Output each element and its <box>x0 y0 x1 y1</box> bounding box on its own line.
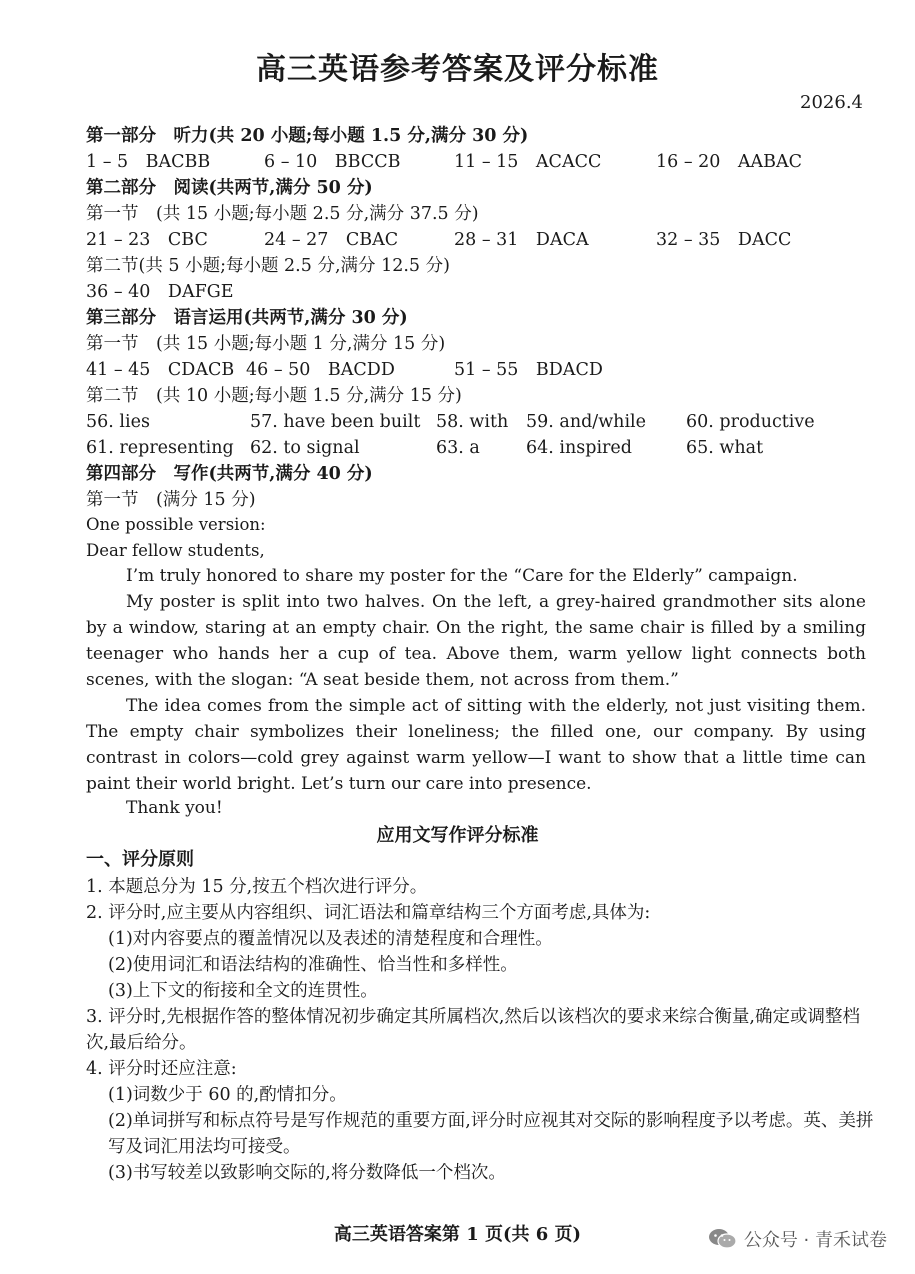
answer-group: 6 – 10 BBCCB <box>264 152 401 172</box>
fill-answer: 62. to signal <box>250 438 360 458</box>
exam-date: 2026.4 <box>800 92 863 113</box>
part1-answers-row <box>86 150 866 174</box>
criteria-subitem: (1)对内容要点的覆盖情况以及表述的清楚程度和合理性。 <box>108 929 553 949</box>
answer-group: 51 – 55 BDACD <box>454 360 603 380</box>
part2-sec1-heading: 第一节 (共 15 小题;每小题 2.5 分,满分 37.5 分) <box>86 204 479 224</box>
fill-answer: 60. productive <box>686 412 815 432</box>
criteria-subitem: (2)单词拼写和标点符号是写作规范的重要方面,评分时应视其对交际的影响程度予以考虑。英、美拼写及词汇用法均可接受。 <box>108 1111 874 1157</box>
criteria-item: 1. 本题总分为 15 分,按五个档次进行评分。 <box>86 877 428 897</box>
answer-group: 41 – 45 CDACB <box>86 360 235 380</box>
watermark-text: 公众号 · 青禾试卷 <box>743 1230 887 1251</box>
criteria-section-heading: 一、评分原则 <box>86 849 194 870</box>
answer-group: 32 – 35 DACC <box>656 230 792 250</box>
answer-group: 24 – 27 CBAC <box>264 230 399 250</box>
criteria-subitem: (3)上下文的衔接和全文的连贯性。 <box>108 981 378 1001</box>
part3-sec1-answers-row <box>86 358 866 382</box>
fill-answer: 61. representing <box>86 438 234 458</box>
essay-paragraph: I’m truly honored to share my poster for the “Care for the Elderly” campaign. <box>126 566 798 586</box>
essay-paragraph: Thank you! <box>126 798 223 818</box>
criteria-subitem: (1)词数少于 60 的,酌情扣分。 <box>108 1085 347 1105</box>
essay-paragraph: The idea comes from the simple act of sitting with the elderly, not just visiting them. The empty chair symbolizes their loneliness; the filled one, our company. By using contrast in colors—cold grey against warm yellow—I want to show that a little time can paint their world bright. Let’s turn our care into presence. <box>86 696 866 794</box>
part4-sec1-heading: 第一节 (满分 15 分) <box>86 490 256 510</box>
part3-heading: 第三部分 语言运用(共两节,满分 30 分) <box>86 308 408 328</box>
part1-heading: 第一部分 听力(共 20 小题;每小题 1.5 分,满分 30 分) <box>86 126 529 146</box>
page-title: 高三英语参考答案及评分标准 <box>256 52 659 87</box>
page-footer: 高三英语答案第 1 页(共 6 页) <box>333 1224 582 1245</box>
fill-answer: 65. what <box>686 438 764 458</box>
answer-group: 46 – 50 BACDD <box>246 360 395 380</box>
criteria-subitem: (3)书写较差以致影响交际的,将分数降低一个档次。 <box>108 1163 506 1183</box>
part2-sec2-heading: 第二节(共 5 小题;每小题 2.5 分,满分 12.5 分) <box>86 256 450 276</box>
criteria-item: 4. 评分时还应注意: <box>86 1059 237 1079</box>
answer-group: 16 – 20 AABAC <box>656 152 803 172</box>
part4-heading: 第四部分 写作(共两节,满分 40 分) <box>86 464 373 484</box>
part2-heading: 第二部分 阅读(共两节,满分 50 分) <box>86 178 373 198</box>
salutation: Dear fellow students, <box>86 541 265 560</box>
fill-answer: 63. a <box>436 438 480 458</box>
answer-group: 28 – 31 DACA <box>454 230 589 250</box>
criteria-subitem: (2)使用词汇和语法结构的准确性、恰当性和多样性。 <box>108 955 518 975</box>
part3-sec1-heading: 第一节 (共 15 小题;每小题 1 分,满分 15 分) <box>86 334 446 354</box>
fill-answer: 57. have been built <box>250 412 421 432</box>
version-label: One possible version: <box>86 515 266 534</box>
answer-group: 11 – 15 ACACC <box>454 152 602 172</box>
part2-sec1-answers-row <box>86 228 866 252</box>
part2-sec2-answers: 36 – 40 DAFGE <box>86 282 234 302</box>
part3-sec2-row2 <box>86 436 866 460</box>
criteria-item: 2. 评分时,应主要从内容组织、词汇语法和篇章结构三个方面考虑,具体为: <box>86 903 651 923</box>
fill-answer: 59. and/while <box>526 412 646 432</box>
watermark <box>708 1226 887 1252</box>
answer-group: 1 – 5 BACBB <box>86 152 211 172</box>
fill-answer: 58. with <box>436 412 509 432</box>
essay-paragraph: My poster is split into two halves. On the left, a grey-haired grandmother sits alone by a window, staring at an empty chair. On the right, the same chair is filled by a smiling teenager who hands her a cup of tea. Above them, warm yellow light connects both scenes, with the slogan: “A seat beside them, not across from them.” <box>86 592 866 690</box>
part3-sec2-row1 <box>86 410 866 434</box>
criteria-title: 应用文写作评分标准 <box>376 825 539 846</box>
wechat-icon <box>708 1228 738 1250</box>
answer-group: 21 – 23 CBC <box>86 230 208 250</box>
fill-answer: 56. lies <box>86 412 150 432</box>
criteria-item: 3. 评分时,先根据作答的整体情况初步确定其所属档次,然后以该档次的要求来综合衡量,确定或调整档次,最后给分。 <box>86 1007 860 1053</box>
fill-answer: 64. inspired <box>526 438 632 458</box>
part3-sec2-heading: 第二节 (共 10 小题;每小题 1.5 分,满分 15 分) <box>86 386 462 406</box>
